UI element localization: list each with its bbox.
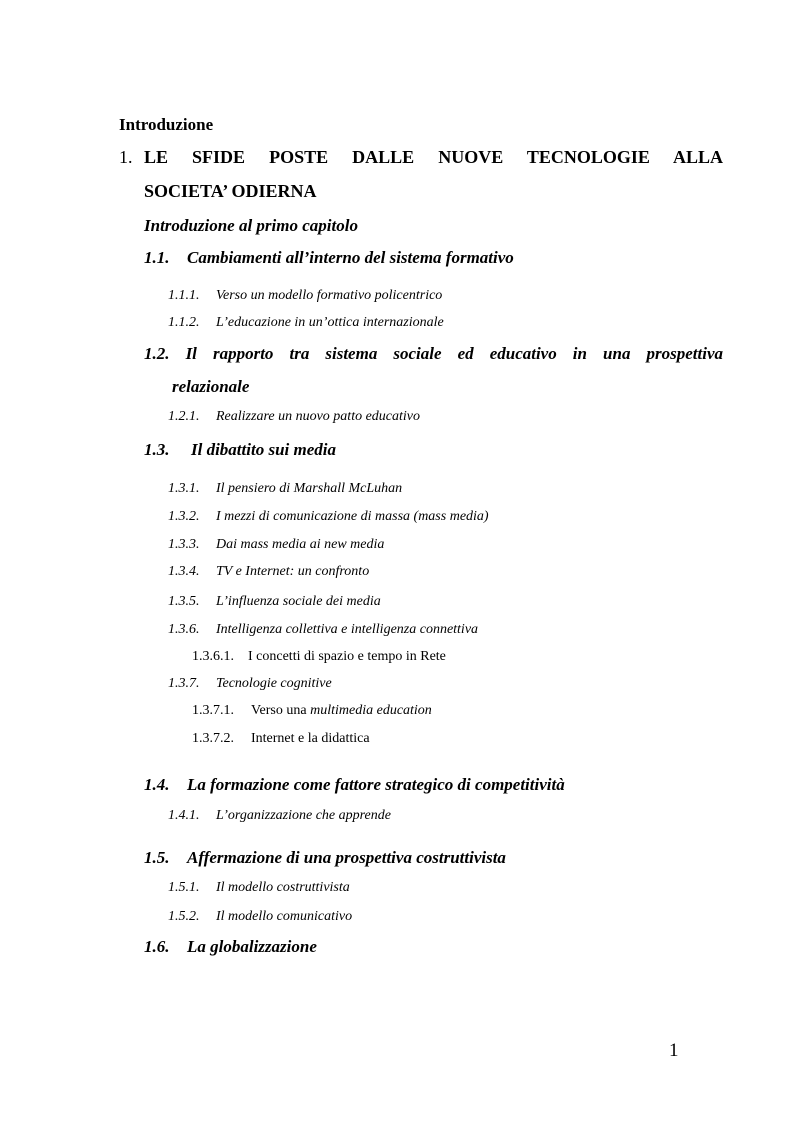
subsubsection-number: 1.3.7.2. xyxy=(192,731,234,746)
subsection-title: Verso un modello formativo policentrico xyxy=(216,288,443,303)
toc-subsection-1-3-4 xyxy=(168,564,369,580)
subsection-title: Intelligenza collettiva e intelligenza connettiva xyxy=(216,622,479,637)
subsection-number: 1.4.1. xyxy=(168,808,200,823)
toc-section-1-5 xyxy=(144,848,506,868)
section-number: 1.2. xyxy=(144,344,170,363)
subsection-number: 1.5.1. xyxy=(168,880,200,895)
toc-section-1-2-line2: relazionale xyxy=(172,377,250,396)
subsubsection-title: Verso una xyxy=(251,703,311,718)
toc-section-1-4 xyxy=(144,775,565,795)
section-number: 1.5. xyxy=(144,848,170,867)
toc-subsection-1-3-5 xyxy=(168,594,381,610)
subsubsection-number: 1.3.6.1. xyxy=(192,649,234,664)
section-title: Il rapporto tra sistema sociale ed educativo in una prospettiva xyxy=(185,344,723,363)
section-number: 1.6. xyxy=(144,937,170,956)
subsection-title: Dai mass media ai new media xyxy=(216,537,385,552)
subsection-title: I mezzi di comunicazione di massa (mass media) xyxy=(216,509,489,524)
subsection-title: TV e Internet: un confronto xyxy=(216,564,370,579)
subsection-title: L’influenza sociale dei media xyxy=(216,594,381,609)
toc-subsection-1-5-2 xyxy=(168,909,352,925)
toc-section-1-2-line1 xyxy=(144,344,723,364)
chapter-1-title-line2: SOCIETA’ ODIERNA xyxy=(144,181,317,201)
toc-subsection-1-4-1 xyxy=(168,808,391,824)
subsection-number: 1.2.1. xyxy=(168,409,200,424)
subsubsection-title: Internet e la didattica xyxy=(251,731,370,746)
toc-subsubsection-1-3-7-1 xyxy=(192,703,432,719)
subsection-title: Il pensiero di Marshall McLuhan xyxy=(216,481,403,496)
section-number: 1.1. xyxy=(144,248,170,267)
toc-subsection-1-1-1 xyxy=(168,288,442,304)
toc-subsection-1-5-1 xyxy=(168,880,350,896)
section-number: 1.3. xyxy=(144,440,170,459)
subsection-number: 1.3.4. xyxy=(168,564,200,579)
toc-subsection-1-1-2 xyxy=(168,315,444,331)
toc-subsection-1-3-6 xyxy=(168,622,478,638)
subsection-title: Il modello costruttivista xyxy=(216,880,350,895)
toc-intro: Introduzione xyxy=(119,115,214,134)
toc-subsection-1-3-1 xyxy=(168,481,402,497)
chapter-1-intro: Introduzione al primo capitolo xyxy=(144,216,358,235)
toc-section-1-6 xyxy=(144,937,317,957)
toc-subsection-1-3-3 xyxy=(168,537,384,553)
toc-subsubsection-1-3-7-2 xyxy=(192,731,370,747)
toc-subsection-1-3-2 xyxy=(168,509,489,525)
toc-subsection-1-2-1 xyxy=(168,409,420,425)
subsection-number: 1.3.6. xyxy=(168,622,200,637)
subsection-title: Realizzare un nuovo patto educativo xyxy=(216,409,420,424)
subsection-title: L’educazione in un’ottica internazionale xyxy=(216,315,444,330)
toc-section-1-3 xyxy=(144,440,336,460)
subsection-title: Tecnologie cognitive xyxy=(216,676,332,691)
subsection-number: 1.1.1. xyxy=(168,288,200,303)
subsection-number: 1.3.1. xyxy=(168,481,200,496)
toc-subsection-1-3-7 xyxy=(168,676,332,692)
subsection-number: 1.3.2. xyxy=(168,509,200,524)
chapter-1-title-line1: LE SFIDE POSTE DALLE NUOVE TECNOLOGIE ALLA xyxy=(144,147,723,167)
subsubsection-number: 1.3.7.1. xyxy=(192,703,234,718)
section-title: La globalizzazione xyxy=(187,937,317,956)
section-title: La formazione come fattore strategico di competitività xyxy=(187,775,565,794)
section-title: Affermazione di una prospettiva costruttivista xyxy=(187,848,506,867)
subsubsection-title: I concetti di spazio e tempo in Rete xyxy=(248,649,446,664)
toc-subsubsection-1-3-6-1 xyxy=(192,649,446,665)
subsection-number: 1.5.2. xyxy=(168,909,200,924)
chapter-1-number: 1. xyxy=(119,147,133,167)
subsection-number: 1.3.7. xyxy=(168,676,200,691)
section-title: Il dibattito sui media xyxy=(191,440,336,459)
subsection-title: Il modello comunicativo xyxy=(216,909,353,924)
page-number: 1 xyxy=(669,1040,679,1061)
section-number: 1.4. xyxy=(144,775,170,794)
subsection-number: 1.3.3. xyxy=(168,537,200,552)
subsubsection-title-italic: multimedia education xyxy=(310,703,432,718)
subsection-title: L’organizzazione che apprende xyxy=(216,808,391,823)
section-title: Cambiamenti all’interno del sistema formativo xyxy=(187,248,514,267)
subsection-number: 1.3.5. xyxy=(168,594,200,609)
toc-section-1-1 xyxy=(144,248,514,268)
subsection-number: 1.1.2. xyxy=(168,315,200,330)
